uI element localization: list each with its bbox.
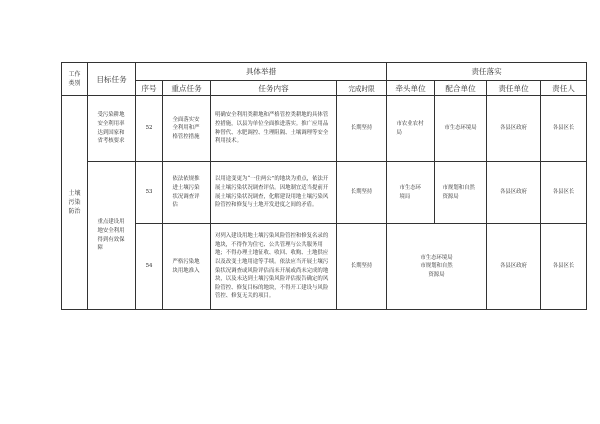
goal-cell: 重点建设用地安全利用得到有效保障 [88, 162, 136, 310]
header-key-task: 重点任务 [163, 81, 211, 96]
resp-person-cell: 各县区长 [541, 96, 587, 162]
resp-person-cell: 各县区长 [541, 162, 587, 224]
coop-unit-cell: 市规划和自然资源局 [435, 162, 487, 224]
header-coop-unit: 配合单位 [435, 81, 487, 96]
resp-unit-cell: 各县区政府 [487, 96, 541, 162]
key-task-cell: 全面落实安全利用和严格管控措施 [163, 96, 211, 162]
deadline-cell: 长期坚持 [337, 224, 387, 310]
category-cell: 土壤污染防治 [62, 96, 88, 310]
goal-cell: 受污染耕地安全利用率达到国家和省考核要求 [88, 96, 136, 162]
seq-cell: 54 [136, 224, 163, 310]
deadline-cell: 长期坚持 [337, 96, 387, 162]
header-responsibility: 责任落实 [387, 63, 587, 81]
policy-table-container [61, 62, 587, 310]
seq-cell: 53 [136, 162, 163, 224]
lead-unit-cell: 市农业农村局 [387, 96, 435, 162]
coop-unit-cell: 市生态环境局 [435, 96, 487, 162]
content-cell: 明确安全利用类耕地和严格管控类耕地的具体管控措施，以县为单位全面推进落实。推广应用品种替代、水肥调控、生理阻隔、土壤调理等安全利用技术。 [211, 96, 337, 162]
key-task-cell: 依法依规推进土壤污染状况调查评估 [163, 162, 211, 224]
content-cell: 以用途变更为“一住两公”的地块为重点，依法开展土壤污染状况调查评估。因地制宜适当提前开展土壤污染状况调查，化解建设用地土壤污染风险管控和修复与土地开发进度之间的矛盾。 [211, 162, 337, 224]
header-resp-person: 责任人 [541, 81, 587, 96]
table-row [62, 96, 587, 162]
table-row [62, 224, 587, 310]
header-content: 任务内容 [211, 81, 337, 96]
lead-unit-cell: 市生态环境局 [387, 162, 435, 224]
header-deadline: 完成时限 [337, 81, 387, 96]
content-cell: 对列入建设用地土壤污染风险管控和修复名录的地块，不得作为住宅、公共管理与公共服务用地；不得办理土地征收、收回、收购、土地供应以及改变土地用途等手续。依法应当开展土壤污染状况调查或风险评估而未开展或尚未完成的地块，以及未达到土壤污染风险评估报告确定的风险管控、修复目标的地块，不得开工建设与风险管控、修复无关的项目。 [211, 224, 337, 310]
lead-unit-cell: 市生态环境局 市规划和自然资源局 [387, 224, 487, 310]
header-resp-unit: 责任单位 [487, 81, 541, 96]
header-specific-measures: 具体举措 [136, 63, 387, 81]
resp-person-cell: 各县区长 [541, 224, 587, 310]
resp-unit-cell: 各县区政府 [487, 162, 541, 224]
policy-table [61, 62, 587, 310]
header-goal: 目标任务 [88, 63, 136, 96]
seq-cell: 52 [136, 96, 163, 162]
header-category: 工作类别 [62, 63, 88, 96]
header-seq: 序号 [136, 81, 163, 96]
header-row-1 [62, 63, 587, 81]
table-row [62, 162, 587, 224]
key-task-cell: 严格污染地块用地准入 [163, 224, 211, 310]
header-row-2 [62, 81, 587, 96]
deadline-cell: 长期坚持 [337, 162, 387, 224]
header-lead-unit: 牵头单位 [387, 81, 435, 96]
resp-unit-cell: 各县区政府 [487, 224, 541, 310]
